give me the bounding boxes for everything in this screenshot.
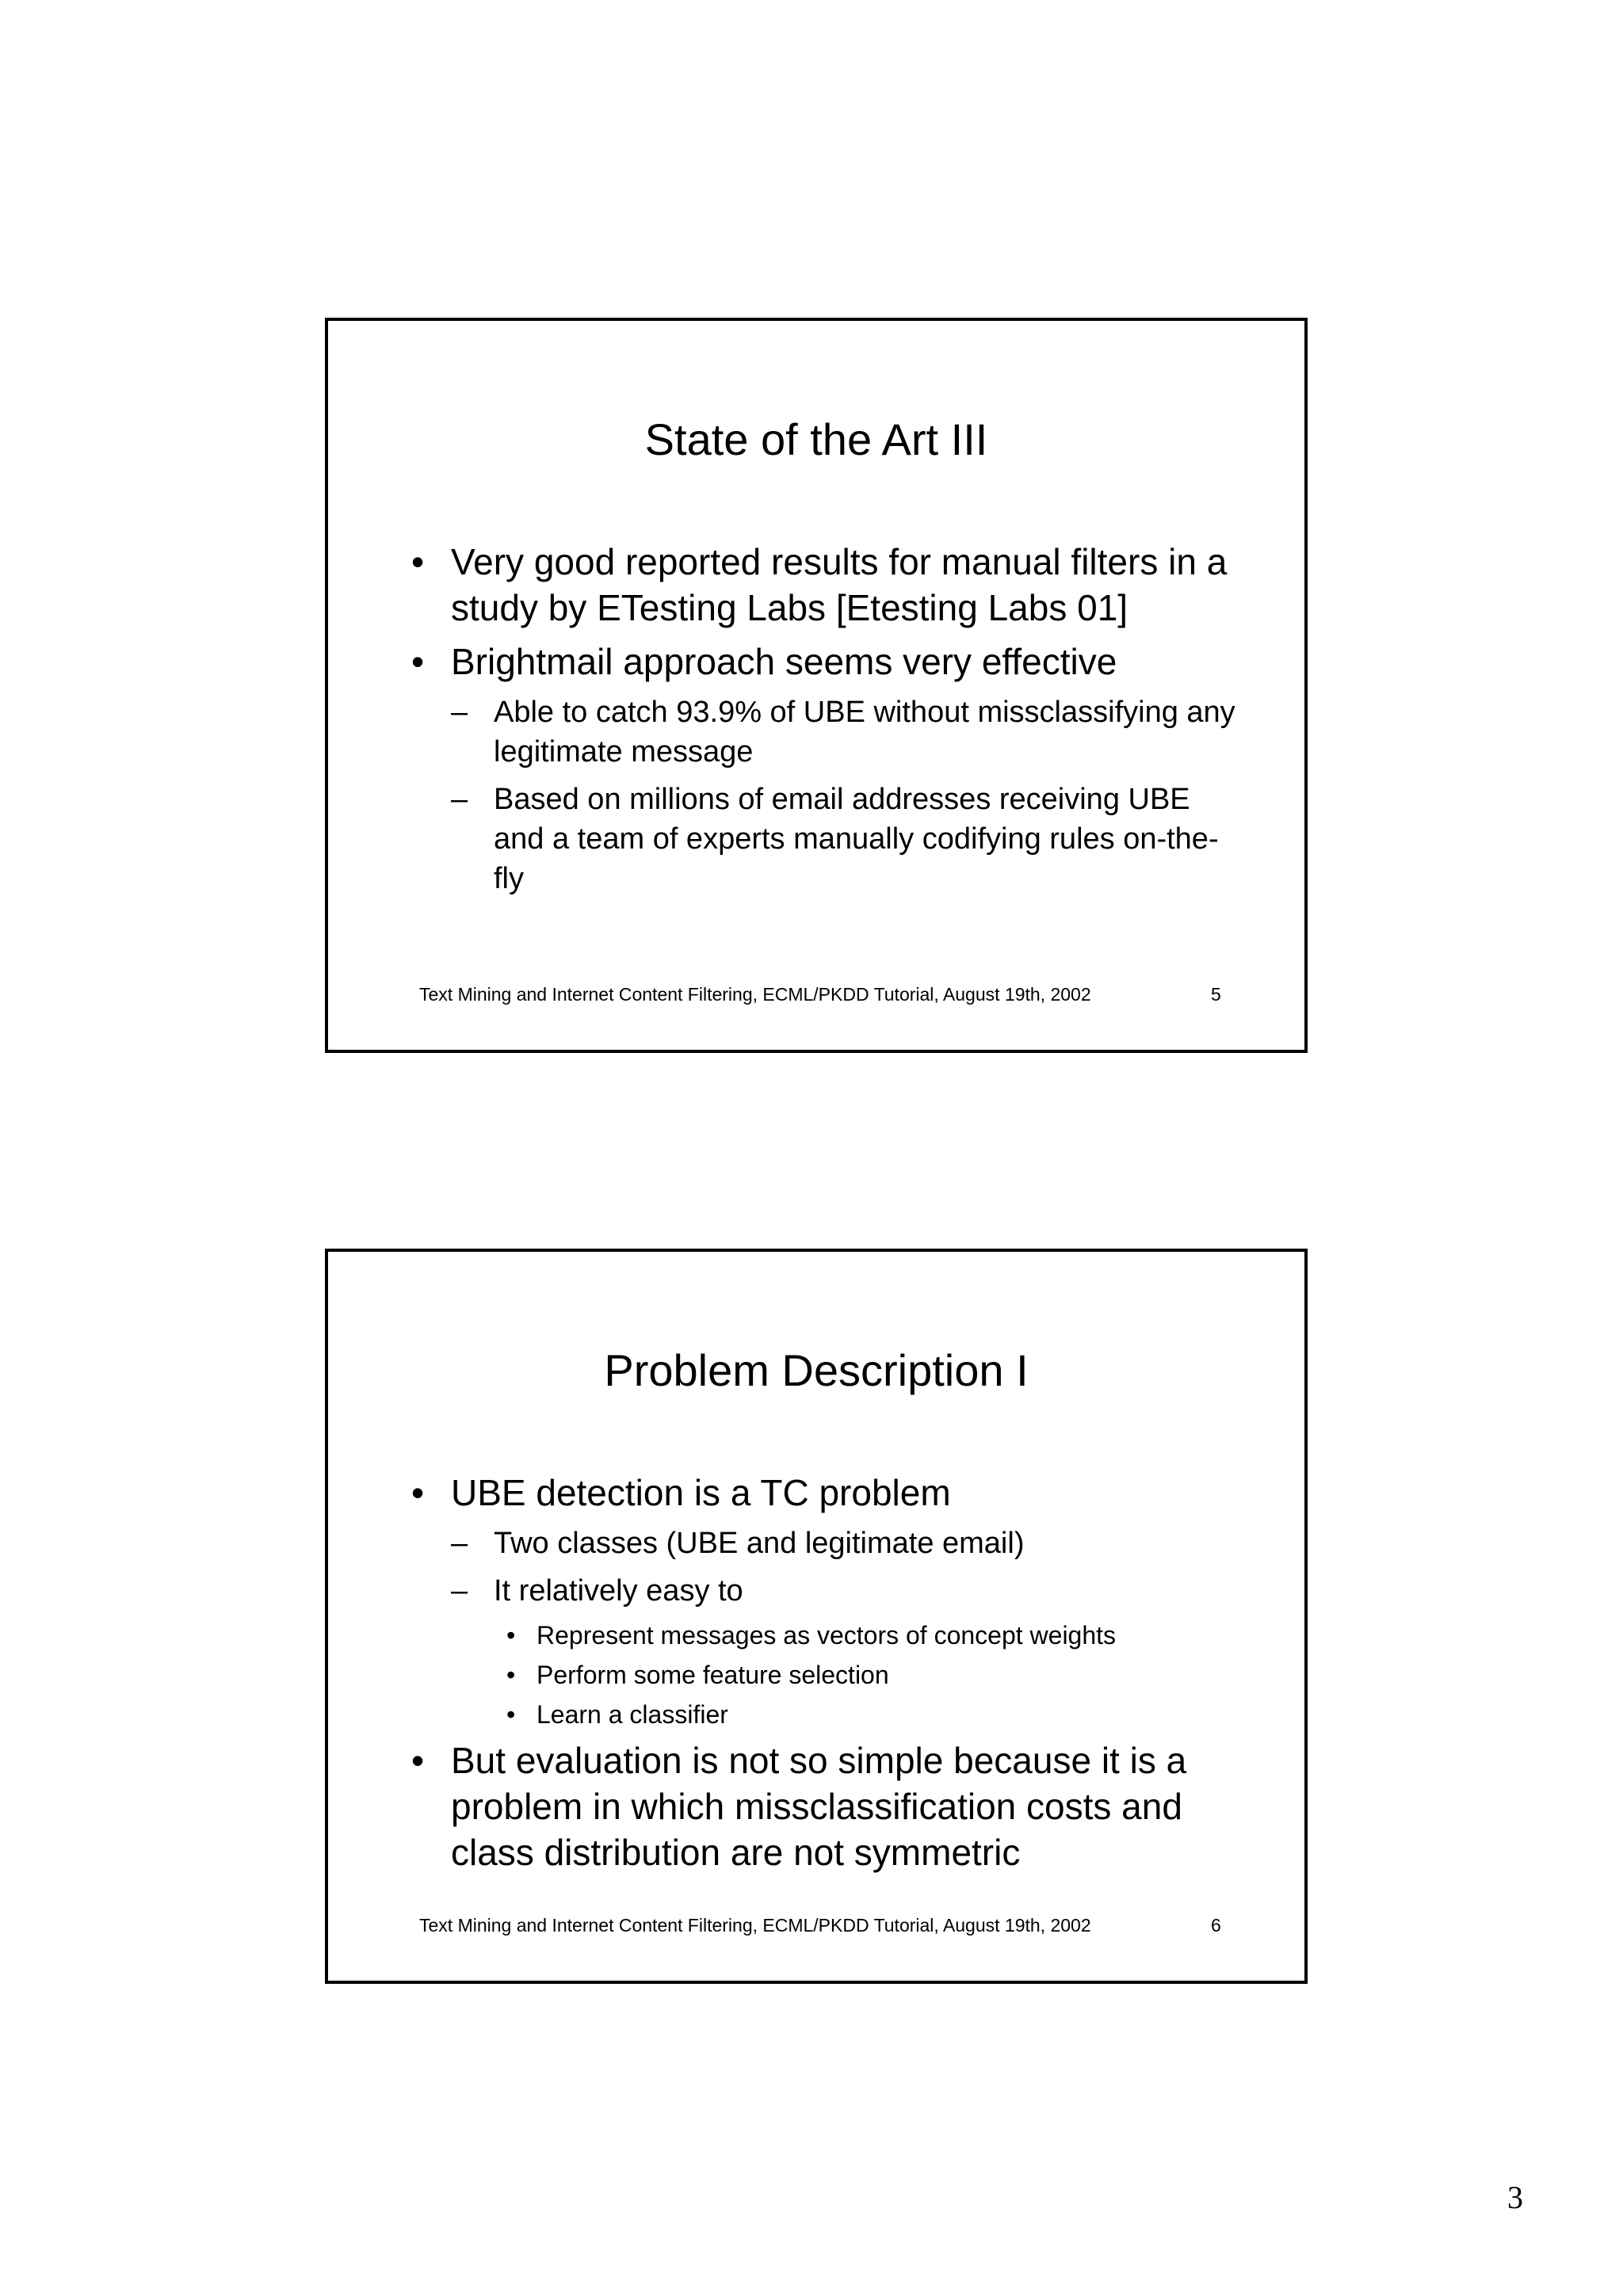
slide-number: 5 (1211, 984, 1221, 1005)
slide-title: Problem Description I (604, 1345, 1029, 1395)
bullet-item: • Very good reported results for manual filters in a study by ETesting Labs [Etesting Labs 01] (411, 539, 1235, 631)
bullet-item: • UBE detection is a TC problem (411, 1470, 1235, 1516)
slide-state-of-the-art-iii (325, 318, 1308, 1053)
slide-footer: Text Mining and Internet Content Filtering, ECML/PKDD Tutorial, August 19th, 2002 (419, 984, 1091, 1005)
slide-number: 6 (1211, 1915, 1221, 1936)
sub-bullet-item: – Able to catch 93.9% of UBE without missclassifying any legitimate message (411, 692, 1235, 772)
sub-sub-bullet-item: • Perform some feature selection (411, 1658, 1235, 1691)
sub-bullet-item: – It relatively easy to (411, 1571, 1235, 1611)
sub-sub-bullet-item: • Learn a classifier (411, 1698, 1235, 1731)
sub-bullet-item: – Two classes (UBE and legitimate email) (411, 1524, 1235, 1563)
bullet-item: • But evaluation is not so simple because it is a problem in which missclassification costs and class distribution are not symmetric (411, 1737, 1235, 1875)
sub-bullet-item: – Based on millions of email addresses receiving UBE and a team of experts manually codifying rules on-the-fly (411, 780, 1235, 898)
sub-sub-bullet-item: • Represent messages as vectors of concept weights (411, 1619, 1235, 1652)
page-number: 3 (1507, 2180, 1523, 2215)
slide-footer: Text Mining and Internet Content Filtering, ECML/PKDD Tutorial, August 19th, 2002 (419, 1915, 1091, 1936)
slide-problem-description-i (325, 1249, 1308, 1984)
slide-title: State of the Art III (644, 414, 988, 464)
bullet-list (411, 539, 1235, 906)
bullet-list (411, 1470, 1235, 1883)
bullet-item: • Brightmail approach seems very effective (411, 639, 1235, 685)
